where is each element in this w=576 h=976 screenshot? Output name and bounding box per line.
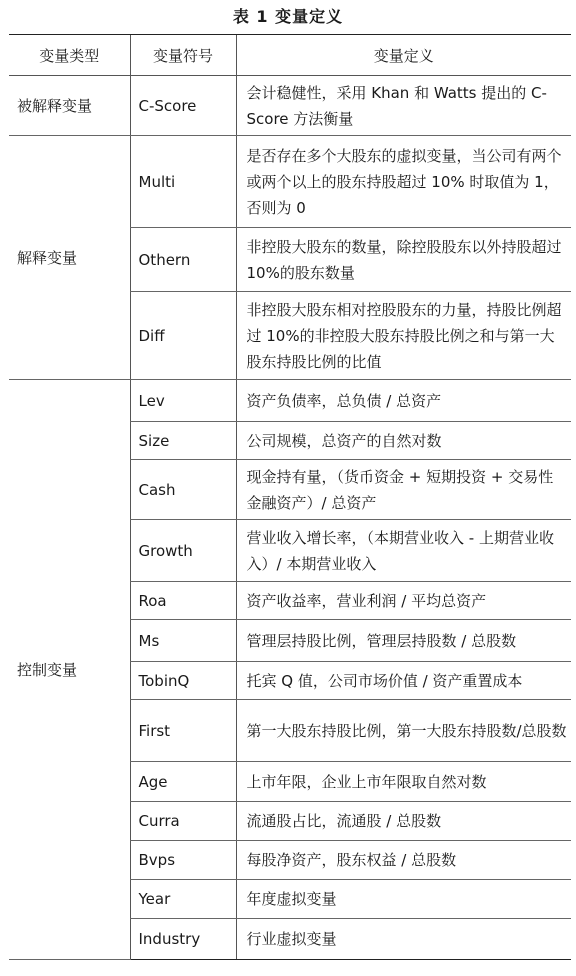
- definition-cell: 每股净资产，股东权益 / 总股数: [236, 841, 571, 880]
- table-row: [9, 136, 571, 228]
- header-variable-definition: 变量定义: [236, 35, 571, 76]
- category-cell: 解释变量: [9, 136, 130, 380]
- symbol-cell: Diff: [130, 292, 236, 380]
- definition-cell: 公司规模，总资产的自然对数: [236, 422, 571, 460]
- definition-cell: 非控股大股东的数量，除控股股东以外持股超过 10%的股东数量: [236, 228, 571, 292]
- definition-cell: 第一大股东持股比例，第一大股东持股数/总股数: [236, 700, 571, 762]
- symbol-cell: Year: [130, 880, 236, 919]
- symbol-cell: First: [130, 700, 236, 762]
- symbol-cell: Growth: [130, 520, 236, 582]
- symbol-cell: Bvps: [130, 841, 236, 880]
- symbol-cell: Cash: [130, 460, 236, 520]
- definition-cell: 会计稳健性，采用 Khan 和 Watts 提出的 C-Score 方法衡量: [236, 76, 571, 136]
- symbol-cell: Lev: [130, 380, 236, 422]
- definition-cell: 托宾 Q 值，公司市场价值 / 资产重置成本: [236, 662, 571, 700]
- symbol-cell: Othern: [130, 228, 236, 292]
- definition-cell: 是否存在多个大股东的虚拟变量，当公司有两个或两个以上的股东持股超过 10% 时取值为 1，否则为 0: [236, 136, 571, 228]
- symbol-cell: Roa: [130, 582, 236, 620]
- symbol-cell: Age: [130, 762, 236, 802]
- header-variable-type: 变量类型: [9, 35, 130, 76]
- definition-cell: 上市年限，企业上市年限取自然对数: [236, 762, 571, 802]
- header-variable-symbol: 变量符号: [130, 35, 236, 76]
- symbol-cell: Industry: [130, 919, 236, 960]
- symbol-cell: C-Score: [130, 76, 236, 136]
- definition-cell: 年度虚拟变量: [236, 880, 571, 919]
- variable-definition-table: [9, 34, 571, 960]
- table-header-row: [9, 35, 571, 76]
- table-caption: 表 1 变量定义: [232, 7, 344, 26]
- symbol-cell: Curra: [130, 802, 236, 841]
- definition-cell: 管理层持股比例，管理层持股数 / 总股数: [236, 620, 571, 662]
- symbol-cell: Size: [130, 422, 236, 460]
- definition-cell: 资产收益率，营业利润 / 平均总资产: [236, 582, 571, 620]
- symbol-cell: Ms: [130, 620, 236, 662]
- category-cell: 控制变量: [9, 380, 130, 960]
- definition-cell: 营业收入增长率，（本期营业收入 - 上期营业收入）/ 本期营业收入: [236, 520, 571, 582]
- definition-cell: 行业虚拟变量: [236, 919, 571, 960]
- definition-cell: 非控股大股东相对控股股东的力量，持股比例超过 10%的非控股大股东持股比例之和与第一大股东持股比例的比值: [236, 292, 571, 380]
- definition-cell: 资产负债率，总负债 / 总资产: [236, 380, 571, 422]
- table-row: [9, 76, 571, 136]
- symbol-cell: TobinQ: [130, 662, 236, 700]
- table-row: [9, 380, 571, 422]
- definition-cell: 流通股占比，流通股 / 总股数: [236, 802, 571, 841]
- symbol-cell: Multi: [130, 136, 236, 228]
- category-cell: 被解释变量: [9, 76, 130, 136]
- definition-cell: 现金持有量，（货币资金 + 短期投资 + 交易性金融资产）/ 总资产: [236, 460, 571, 520]
